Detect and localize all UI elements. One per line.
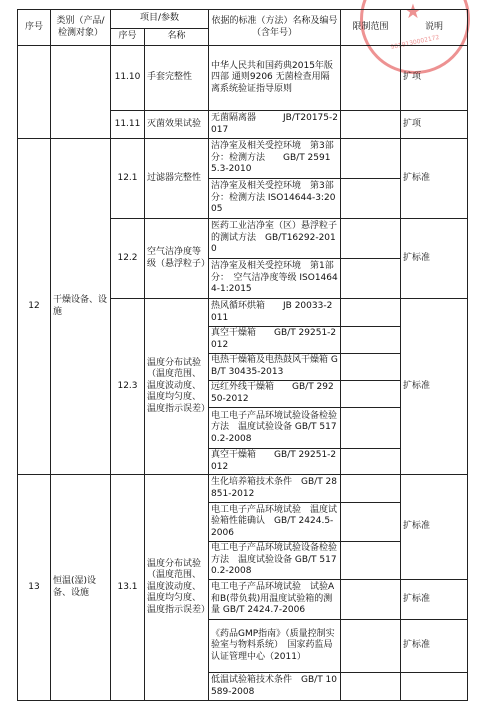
category-cell: 干燥设备、设施 <box>51 139 111 475</box>
standard-cell: 电工电子产品环境试验 试验A和B(带负载)用温度试验箱的测量 GB/T 2424.7-2006 <box>209 580 341 620</box>
standard-cell: 电工电子产品环境试验 温度试验箱性能确认 GB/T 2424.5-2006 <box>209 503 341 542</box>
limit-cell <box>341 408 401 449</box>
item-name: 空气洁净度等级（悬浮粒子） <box>145 219 209 299</box>
header-category: 类别（产品/检测对象） <box>51 10 111 46</box>
standard-cell: 真空干燥箱 GB/T 29251-2012 <box>209 327 341 354</box>
header-item-param: 项目/参数 <box>111 10 209 29</box>
limit-cell <box>341 111 401 139</box>
limit-cell <box>341 179 401 219</box>
standard-cell: 洁净室及相关受控环境 第1部分： 空气洁净度等级 ISO14644-1:2015 <box>209 259 341 299</box>
category-cell <box>51 46 111 139</box>
standard-cell: 无菌隔离器 JB/T20175-2017 <box>209 111 341 139</box>
table-header-row <box>18 10 468 29</box>
table-row <box>18 46 468 111</box>
note-cell: 扩标准 <box>401 475 468 580</box>
standard-cell: 热风循环烘箱 JB 20033-2011 <box>209 299 341 327</box>
item-name: 温度分布试验（温度范围、温度波动度、温度均匀度、温度指示误差） <box>145 475 209 701</box>
header-seq: 序号 <box>18 10 51 46</box>
limit-cell <box>341 354 401 381</box>
seq-cell: 13 <box>18 475 51 701</box>
limit-cell <box>341 139 401 179</box>
limit-cell <box>341 381 401 408</box>
note-cell: 扩项 <box>401 111 468 139</box>
standard-cell: 电工电子产品环境试验设备检验方法 温度试验设备 GB/T 5170.2-2008 <box>209 408 341 449</box>
header-note: 说明 <box>401 10 468 46</box>
note-cell: 扩标准 <box>401 620 468 673</box>
standard-cell: 《药品GMP指南》（质量控制实验室与物料系统） 国家药监局认证管理中心（2011） <box>209 620 341 673</box>
limit-cell <box>341 327 401 354</box>
limit-cell <box>341 46 401 111</box>
item-name: 手套完整性 <box>145 46 209 111</box>
note-cell: 扩标准 <box>401 580 468 620</box>
header-limit: 限制范围 <box>341 10 401 46</box>
seal-star-icon: ★ <box>404 0 422 23</box>
note-cell: 扩标准 <box>401 139 468 219</box>
accreditation-scope-table <box>17 9 468 701</box>
header-sub-name: 名称 <box>145 29 209 46</box>
note-cell: 扩项 <box>401 46 468 111</box>
limit-cell <box>341 503 401 542</box>
category-cell: 恒温(湿)设备、设施 <box>51 475 111 701</box>
item-name: 温度分布试验（温度范围、温度波动度、温度均匀度、温度指示误差） <box>145 299 209 475</box>
limit-cell <box>341 259 401 299</box>
limit-cell <box>341 219 401 259</box>
note-cell: 扩标准 <box>401 299 468 475</box>
limit-cell <box>341 299 401 327</box>
limit-cell <box>341 620 401 673</box>
note-cell <box>401 673 468 701</box>
limit-cell <box>341 673 401 701</box>
standard-cell: 电热干燥箱及电热鼓风干燥箱 GB/T 30435-2013 <box>209 354 341 381</box>
item-number: 12.2 <box>111 219 145 299</box>
standard-cell: 真空干燥箱 GB/T 29251-2012 <box>209 449 341 475</box>
table-row <box>18 475 468 503</box>
item-number: 11.10 <box>111 46 145 111</box>
limit-cell <box>341 475 401 503</box>
item-number: 11.11 <box>111 111 145 139</box>
table-row <box>18 139 468 179</box>
standard-cell: 生化培养箱技术条件 GB/T 28851-2012 <box>209 475 341 503</box>
limit-cell <box>341 580 401 620</box>
standard-cell: 洁净室及相关受控环境 第3部分：检测方法 GB/T 25915.3-2010 <box>209 139 341 179</box>
standard-cell: 低温试验箱技术条件 GB/T 10589-2008 <box>209 673 341 701</box>
seal-number: 9019130002172 <box>389 33 440 52</box>
seq-cell: 12 <box>18 139 51 475</box>
standard-cell: 远红外线干燥箱 GB/T 29250-2012 <box>209 381 341 408</box>
header-standard: 依据的标准（方法）名称及编号（含年号） <box>209 10 341 46</box>
standard-cell: 中华人民共和国药典2015年版 四部 通则9206 无菌检查用隔离系统验证指导原则 <box>209 46 341 111</box>
item-number: 12.3 <box>111 299 145 475</box>
header-sub-seq: 序号 <box>111 29 145 46</box>
standard-cell: 洁净室及相关受控环境 第3部分：检测方法 ISO14644-3:2005 <box>209 179 341 219</box>
limit-cell <box>341 542 401 580</box>
item-number: 13.1 <box>111 475 145 701</box>
limit-cell <box>341 449 401 475</box>
item-number: 12.1 <box>111 139 145 219</box>
standard-cell: 医药工业洁净室（区）悬浮粒子的测试方法 GB/T16292-2010 <box>209 219 341 259</box>
seq-cell <box>18 46 51 139</box>
note-cell: 扩标准 <box>401 219 468 299</box>
item-name: 过滤器完整性 <box>145 139 209 219</box>
standard-cell: 电工电子产品环境试验设备检验方法 温度试验设备 GB/T 5170.2-2008 <box>209 542 341 580</box>
item-name: 灭菌效果试验 <box>145 111 209 139</box>
